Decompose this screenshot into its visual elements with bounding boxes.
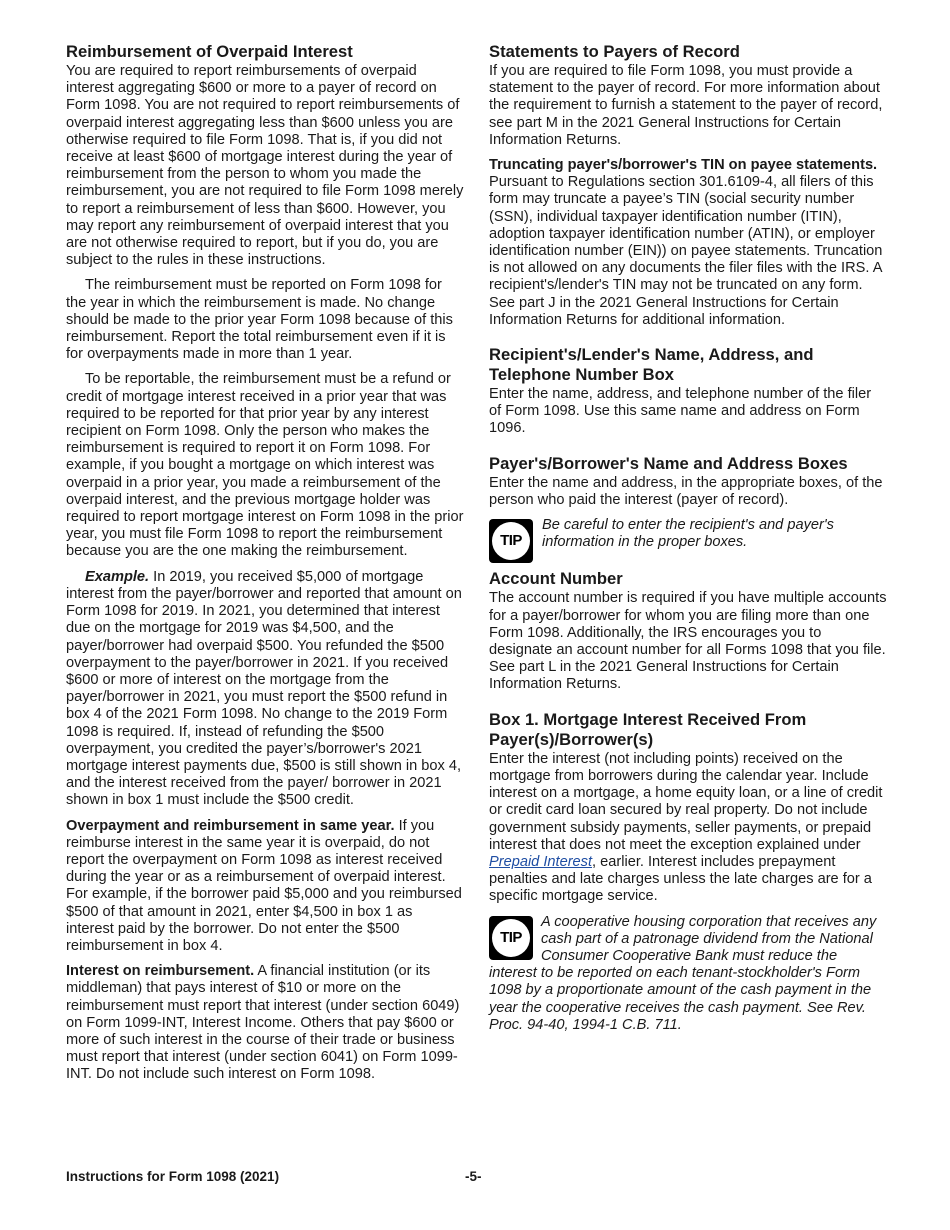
section-heading-account: Account Number xyxy=(489,569,623,589)
left-column xyxy=(66,42,464,1092)
tip-box xyxy=(489,914,887,1034)
box1-paragraph: Enter the interest (not including points) received on the mortgage from borrowers during the calendar year. Include interest on a mortgage, a home equity loan, or a line of credit or credit card loan secured by real property. Do not include government subsidy payments, seller payments, or prepaid interest that does not meet the exception explained under Prepaid Interest, earlier. Interest includes prepayment penalties and late charges unless the late charges are for a specific mortgage service. xyxy=(489,750,883,905)
tip-text: Be careful to enter the recipient's and payer's information in the proper boxes. xyxy=(542,517,834,551)
section-heading-statements: Statements to Payers of Record xyxy=(489,42,740,61)
interest-paragraph xyxy=(66,963,464,1083)
overpayment-label: Overpayment and reimbursement in same year. xyxy=(66,817,395,834)
page-number: -5- xyxy=(465,1169,482,1184)
footer-title: Instructions for Form 1098 (2021) xyxy=(66,1169,280,1184)
right-column xyxy=(489,42,887,1044)
section-heading-payer: Payer's/Borrower's Name and Address Boxes xyxy=(489,453,848,473)
section-heading-box1: Box 1. Mortgage Interest Received From Payer(s)/Borrower(s) xyxy=(489,709,807,749)
section-heading-reimbursement: Reimbursement of Overpaid Interest xyxy=(66,42,353,61)
tip-text: A cooperative housing corporation that receives any cash part of a patronage dividend from the National Consumer Cooperative Bank must reduce the interest to be reported on each tenant-stockholder's Form 1098 by a proportionate amount of the cash payment in the year the cooperative receives the cash payment. See Rev. Proc. 94-40, 1994-1 C.B. 711. xyxy=(489,913,877,1033)
section-heading-recipient: Recipient's/Lender's Name, Address, and Telephone Number Box xyxy=(489,345,814,385)
overpayment-paragraph xyxy=(66,818,464,956)
prepaid-interest-link[interactable]: Prepaid Interest xyxy=(489,853,593,870)
interest-text: A financial institution (or its middleman) that pays interest of $10 or more on the reimbursement must report that interest (under section 6049) on Form 1099-INT, Interest Income. Others that pay $600 or more of such interest in the course of their trade or business must report that interest (under section 6041) on Form 1099-INT. Do not include such interest on Form 1098. xyxy=(66,963,460,1083)
paragraph: You are required to report reimbursements of overpaid interest aggregating $600 or more to a payer of record on Form 1098. You are not required to report reimbursements of overpaid interest aggregating less than $600 unless you are otherwise required to file Form 1098. That is, if you did not receive at least $600 of mortgage interest during the year of reimbursement from the person to whom you made the reimbursement, you are not required to file Form 1098 merely to report a reimbursement of less than $600. However, you may report any reimbursement of overpaid interest that you are not otherwise required to report, but if you do, you are subject to the rules in these instructions. xyxy=(66,63,464,269)
tip-box xyxy=(489,517,887,551)
paragraph: The account number is required if you have multiple accounts for a payer/borrower for whom you are filing more than one Form 1098. Additionally, the IRS encourages you to designate an account number for all Forms 1098 that you file. See part L in the 2021 General Instructions for Certain Information Returns. xyxy=(489,590,887,693)
truncating-label: Truncating payer's/borrower's TIN on payee statements. xyxy=(489,157,878,174)
example-paragraph xyxy=(66,569,464,810)
overpayment-text: If you reimburse interest in the same year it is overpaid, do not report the overpayment on Form 1098 as interest received during the year or as a reimbursement of overpaid interest. For example, if the borrower paid $5,000 and you reimbursed $500 of that amount in 2021, enter $4,500 in box 1 as interest paid by the borrower. Do not enter the $500 reimbursement in box 4. xyxy=(66,817,462,954)
paragraph: Enter the name and address, in the appropriate boxes, of the person who paid the interest (payer of record). xyxy=(489,474,883,508)
interest-label: Interest on reimbursement. xyxy=(66,963,255,980)
paragraph: Enter the name, address, and telephone number of the filer of Form 1098. Use this same name and address on Form 1096. xyxy=(489,386,872,437)
example-label: Example. xyxy=(85,568,150,585)
tip-icon: TIP xyxy=(489,519,533,563)
paragraph: If you are required to file Form 1098, you must provide a statement to the payer of record. For more information about the requirement to furnish a statement to the payer of record, see part M in the 2021 General Instructions for Certain Information Returns. xyxy=(489,63,883,148)
truncating-paragraph xyxy=(489,157,887,329)
paragraph: To be reportable, the reimbursement must be a refund or credit of mortgage interest received in a prior year that was required to be reported for that prior year by any interest recipient on Form 1098. Only the person who makes the reimbursement is required to report it on Form 1098. For example, if you bought a mortgage on which interest was overpaid in a prior year, you made a reimbursement of the overpaid interest, and the previous mortgage holder was required to report mortgage interest on Form 1098 in the prior year, you must file Form 1098 to report the reimbursement because you are the one making the reimbursement. xyxy=(66,371,464,560)
truncating-text: Pursuant to Regulations section 301.6109-4, all filers of this form may truncate a payee’s TIN (social security number (SSN), individual taxpayer identification number (ITIN), adoption taxpayer identification number (ATIN), or employer identification number (EIN)) on payee statements. Truncation is not allowed on any documents the filer files with the IRS. A recipient's/lender's TIN may not be truncated on any form. See part J in the 2021 General Instructions for Certain Information Returns for additional information. xyxy=(489,174,883,328)
paragraph: The reimbursement must be reported on Form 1098 for the year in which the reimbursement is made. No change should be made to the prior year Form 1098 because of this reimbursement. Report the total reimbursement even if it is for overpayments made in more than 1 year. xyxy=(66,277,453,363)
example-text: In 2019, you received $5,000 of mortgage interest from the payer/borrower and reported that amount on Form 1098 for 2019. In 2021, you determined that interest due on the mortgage for 2019 was $4,500, and the payer/borrower had overpaid $500. You refunded the $500 overpayment to the payer/borrower in 2021. If you received $600 or more of interest on the mortgage from the payer/borrower in 2021, you must report the $500 refund in box 4 of the 2021 Form 1098. No change to the 2019 Form 1098 is required. If, instead of refunding the $500 overpayment, you credited the payer’s/borrower's 2021 mortgage interest payments due, $500 is still shown in box 4, and the interest received from the payer/ borrower in 2021 shown in box 1 must include the $500 credit. xyxy=(66,568,462,809)
tip-icon: TIP xyxy=(489,916,533,960)
